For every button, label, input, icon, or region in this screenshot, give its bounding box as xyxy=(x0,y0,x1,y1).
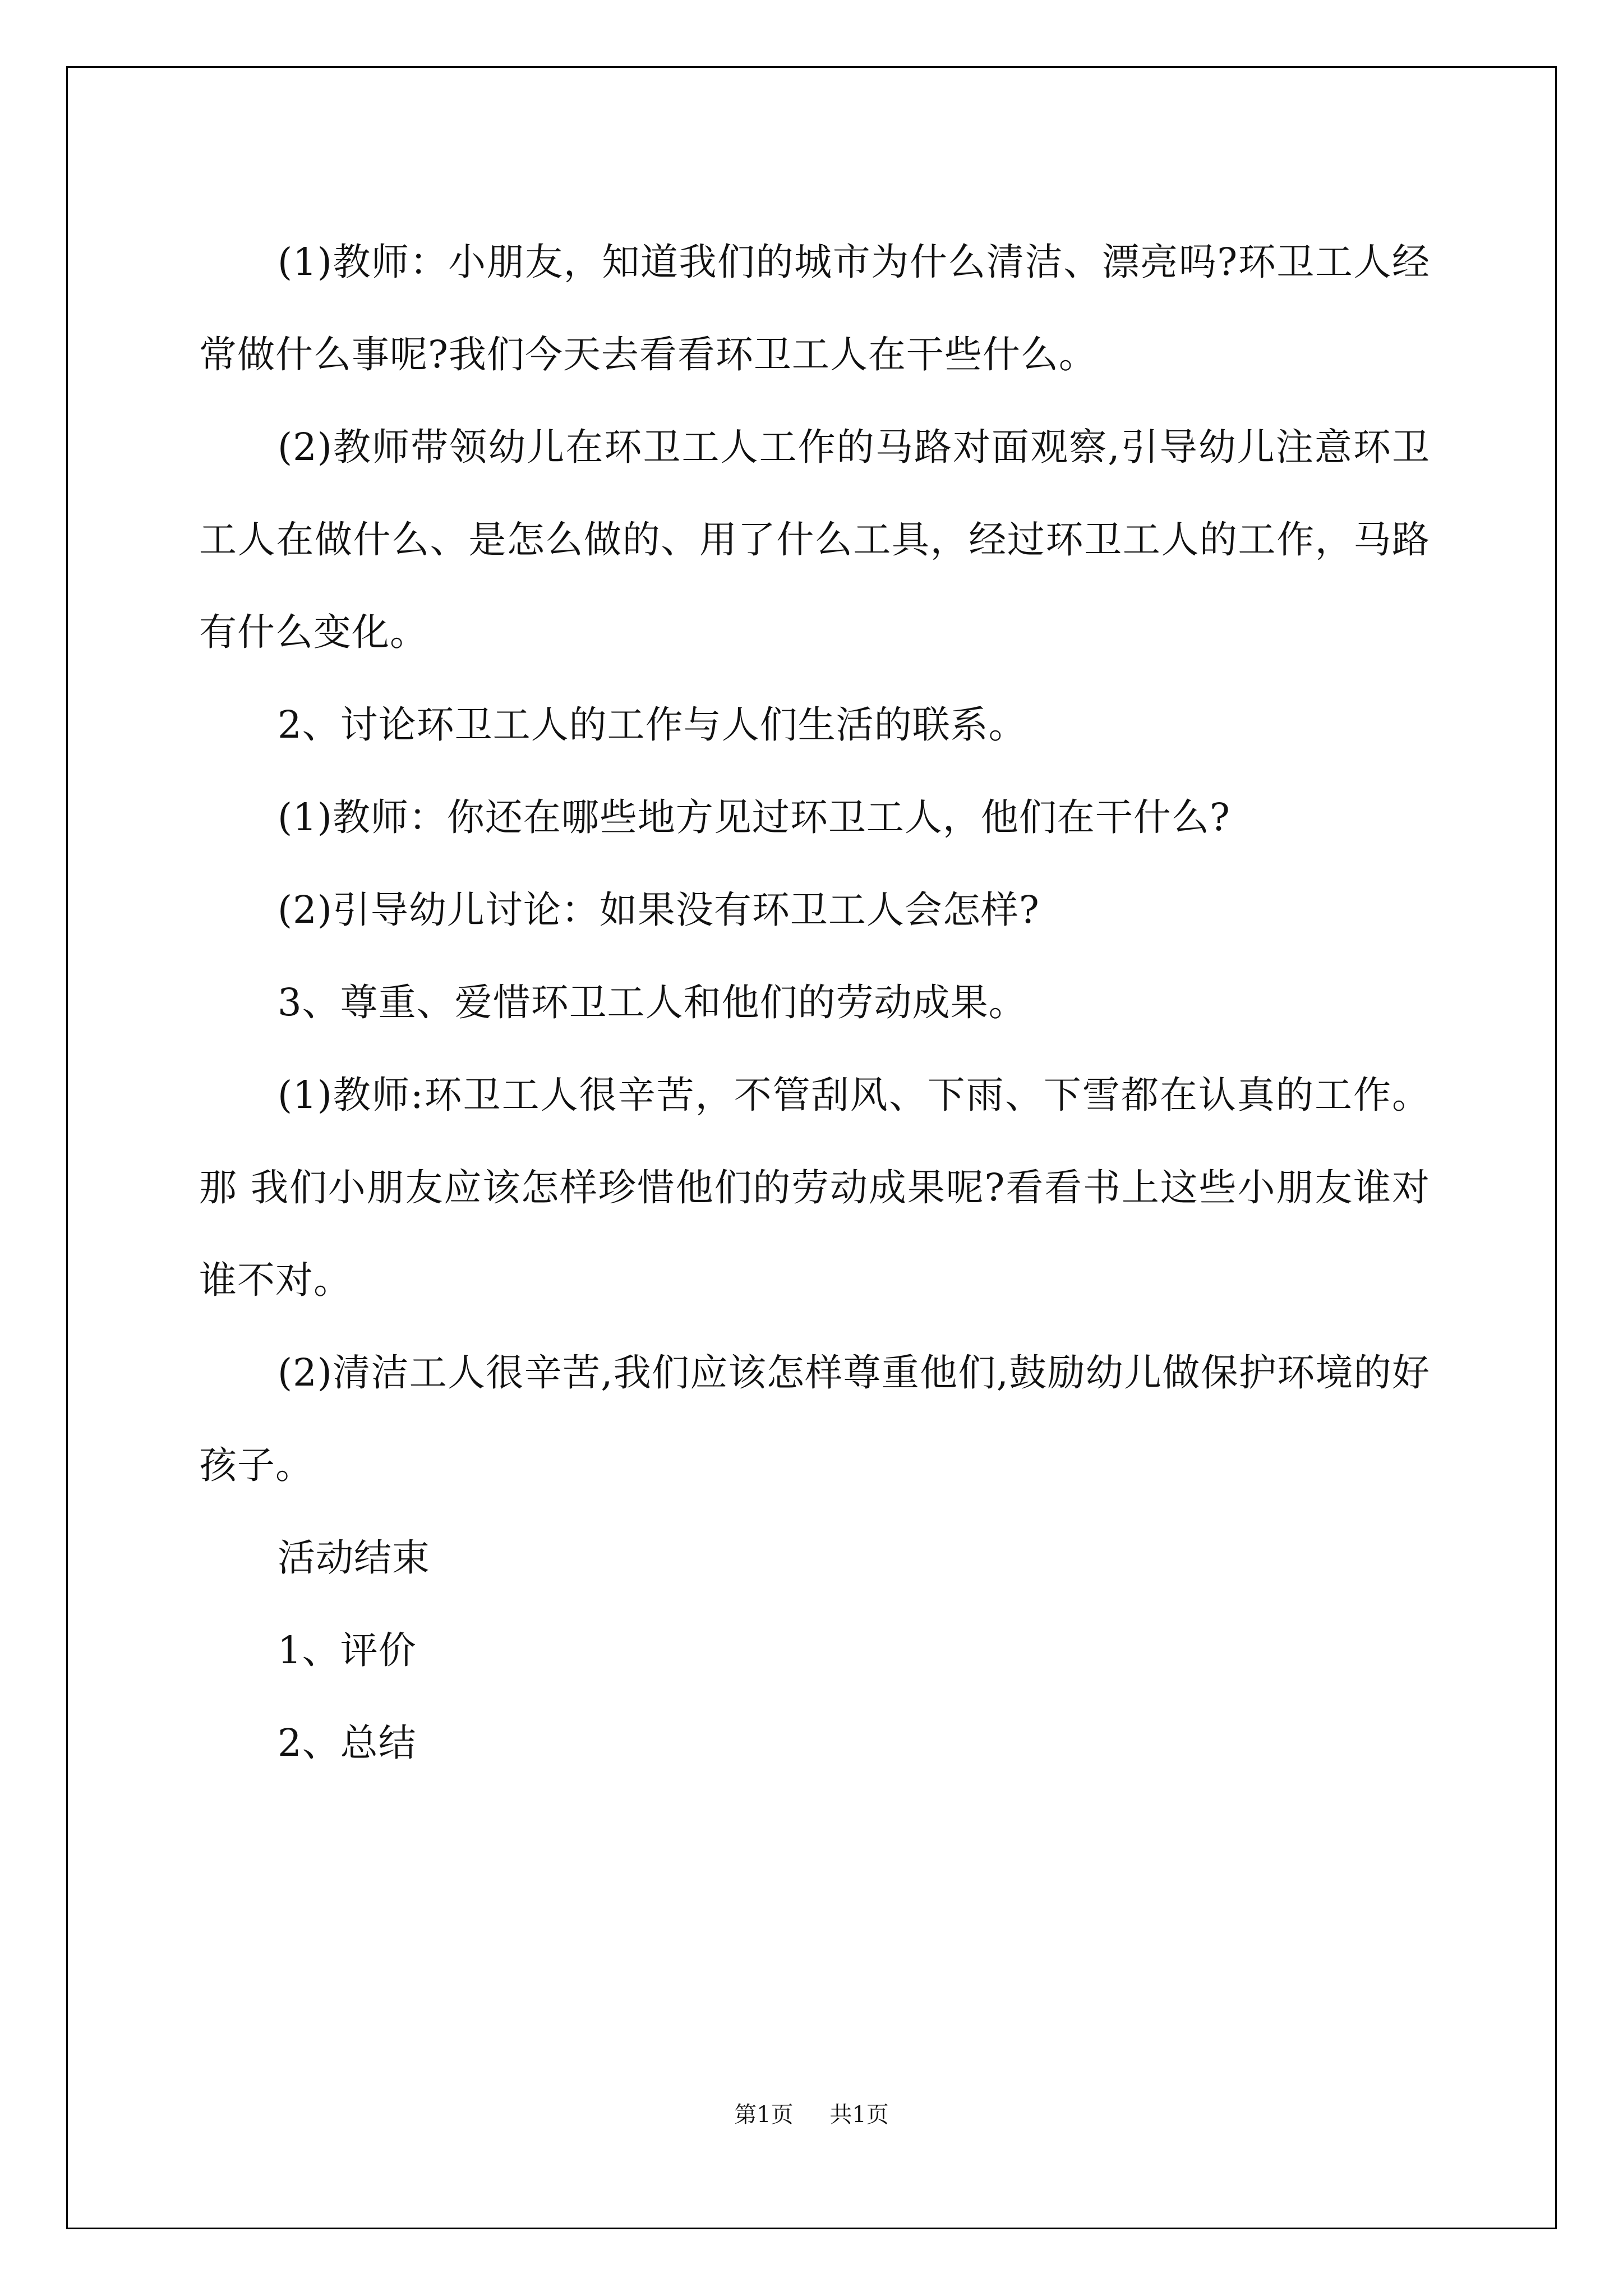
paragraph: (1)教师:环卫工人很辛苦，不管刮风、下雨、下雪都在认真的工作。那 我们小朋友应该怎样珍惜他们的劳动成果呢?看看书上这些小朋友谁对谁不对。 xyxy=(199,1073,1430,1302)
document-body xyxy=(199,216,1430,1789)
section-heading: 2、讨论环卫工人的工作与人们生活的联系。 xyxy=(278,703,1027,747)
paragraph: (1)教师：你还在哪些地方见过环卫工人，他们在干什么? xyxy=(278,795,1230,839)
paragraph: (2)清洁工人很辛苦,我们应该怎样尊重他们,鼓励幼儿做保护环境的好孩子。 xyxy=(199,1351,1430,1487)
paragraph: (2)教师带领幼儿在环卫工人工作的马路对面观察,引导幼儿注意环卫工人在做什么、是怎么做的、用了什么工具，经过环卫工人的工作，马路有什么变化。 xyxy=(199,425,1430,654)
paragraph: (1)教师：小朋友，知道我们的城市为什么清洁、漂亮吗?环卫工人经常做什么事呢?我们今天去看看环卫工人在干些什么。 xyxy=(199,240,1430,376)
page-total: 共1页 xyxy=(829,2102,889,2128)
list-item: 1、评价 xyxy=(278,1628,417,1672)
section-heading: 3、尊重、爱惜环卫工人和他们的劳动成果。 xyxy=(278,981,1027,1024)
page-number: 第1页 xyxy=(734,2102,794,2128)
paragraph: (2)引导幼儿讨论：如果没有环卫工人会怎样? xyxy=(278,888,1040,932)
list-item: 2、总结 xyxy=(278,1721,417,1765)
section-heading: 活动结束 xyxy=(278,1536,430,1580)
page-footer xyxy=(0,2101,1623,2129)
